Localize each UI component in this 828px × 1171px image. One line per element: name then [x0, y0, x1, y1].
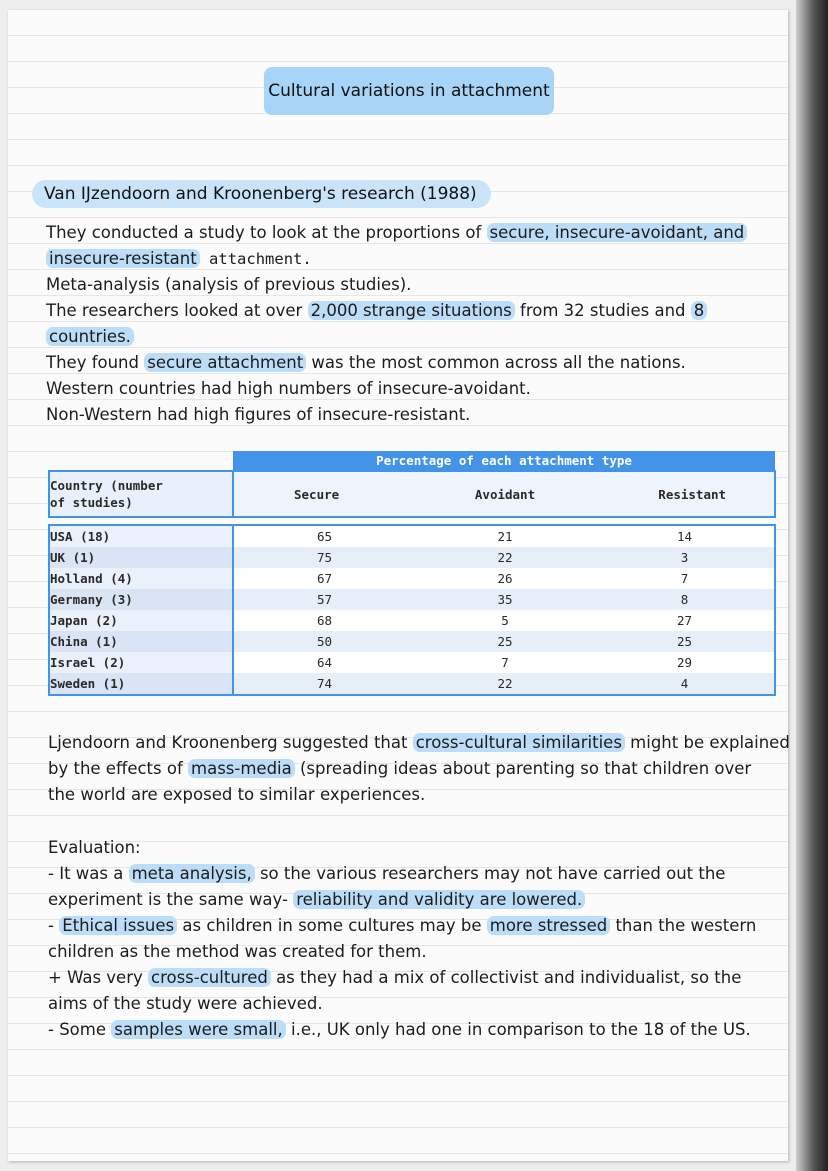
text: from 32 studies and [514, 301, 691, 320]
text: i.e., UK only had one in comparison to the 18 of the US. [285, 1020, 751, 1039]
evaluation-line [48, 913, 756, 939]
evaluation-section [48, 835, 756, 1043]
text: as they had a mix of collectivist and individualist, so the [270, 968, 742, 987]
secure-cell: 65 [233, 525, 415, 547]
intro-line [46, 246, 747, 272]
highlight: samples were small, [111, 1020, 286, 1039]
highlight: more stressed [487, 916, 610, 935]
text: than the western [610, 916, 757, 935]
spacer [415, 517, 595, 525]
text: + Was very [48, 968, 148, 987]
table-group-header: Percentage of each attachment type [233, 451, 775, 471]
intro-line [46, 350, 747, 376]
text: (spreading ideas about parenting so that children over [294, 759, 752, 778]
text: attachment. [199, 250, 312, 268]
evaluation-line [48, 965, 756, 991]
section-heading: Van IJzendoorn and Kroonenberg's research (1988) [32, 180, 491, 208]
resistant-column-header: Resistant [595, 471, 775, 517]
avoidant-cell: 25 [415, 631, 595, 652]
text: so the various researchers may not have carried out the [254, 864, 726, 883]
country-column-header [49, 471, 233, 517]
evaluation-title: Evaluation: [48, 838, 141, 857]
table-row [49, 652, 775, 673]
intro-line: Meta-analysis (analysis of previous studies). [46, 275, 412, 294]
text: Ljendoorn and Kroonenberg suggested that [48, 733, 413, 752]
table-corner [49, 451, 233, 471]
secure-cell: 74 [233, 673, 415, 695]
intro-line: Western countries had high numbers of insecure-avoidant. [46, 379, 531, 398]
text: of studies) [50, 495, 133, 510]
table-row [49, 525, 775, 547]
resistant-cell: 29 [595, 652, 775, 673]
highlight: countries. [46, 327, 134, 346]
intro-paragraph [46, 220, 747, 428]
suggestion-paragraph [48, 730, 790, 808]
country-cell: UK (1) [49, 547, 233, 568]
avoidant-cell: 21 [415, 525, 595, 547]
text: was the most common across all the nations. [306, 353, 686, 372]
resistant-cell: 27 [595, 610, 775, 631]
text: Country (number [50, 478, 163, 493]
country-cell: Holland (4) [49, 568, 233, 589]
text: by the effects of [48, 759, 189, 778]
highlight: meta analysis, [129, 864, 255, 883]
evaluation-line [48, 861, 756, 887]
highlight: Ethical issues [59, 916, 177, 935]
secure-column-header: Secure [233, 471, 415, 517]
suggestion-line [48, 756, 790, 782]
text: They conducted a study to look at the proportions of [46, 223, 487, 242]
suggestion-line: the world are exposed to similar experiences. [48, 785, 426, 804]
country-cell: China (1) [49, 631, 233, 652]
secure-cell: 64 [233, 652, 415, 673]
evaluation-line [48, 887, 756, 913]
country-cell: Israel (2) [49, 652, 233, 673]
avoidant-cell: 22 [415, 673, 595, 695]
highlight: mass-media [188, 759, 295, 778]
evaluation-line: children as the method was created for them. [48, 942, 427, 961]
evaluation-line: aims of the study were achieved. [48, 994, 323, 1013]
highlight: reliability and validity are lowered. [293, 890, 585, 909]
country-cell: USA (18) [49, 525, 233, 547]
table-row [49, 547, 775, 568]
highlight: secure attachment [144, 353, 306, 372]
avoidant-cell: 7 [415, 652, 595, 673]
resistant-cell: 14 [595, 525, 775, 547]
intro-line [46, 220, 747, 246]
table-row [49, 631, 775, 652]
avoidant-cell: 5 [415, 610, 595, 631]
secure-cell: 68 [233, 610, 415, 631]
highlight: 2,000 strange situations [308, 301, 515, 320]
text: might be explained [624, 733, 790, 752]
intro-line [46, 298, 747, 324]
spacer [49, 517, 233, 525]
highlight: insecure-resistant [46, 249, 200, 268]
text: - [48, 916, 60, 935]
page-edge-shadow [796, 0, 828, 1171]
table-row [49, 673, 775, 695]
highlight: secure, insecure-avoidant, and [487, 223, 748, 242]
resistant-cell: 3 [595, 547, 775, 568]
avoidant-cell: 35 [415, 589, 595, 610]
table-row [49, 610, 775, 631]
highlight: cross-cultural similarities [413, 733, 625, 752]
secure-cell: 75 [233, 547, 415, 568]
secure-cell: 50 [233, 631, 415, 652]
avoidant-cell: 22 [415, 547, 595, 568]
table-row [49, 589, 775, 610]
country-cell: Japan (2) [49, 610, 233, 631]
highlight: 8 [691, 301, 708, 320]
spacer [233, 517, 415, 525]
text: The researchers looked at over [46, 301, 308, 320]
text: They found [46, 353, 145, 372]
secure-cell: 57 [233, 589, 415, 610]
country-cell: Sweden (1) [49, 673, 233, 695]
avoidant-cell: 26 [415, 568, 595, 589]
resistant-cell: 8 [595, 589, 775, 610]
text: - It was a [48, 864, 129, 883]
resistant-cell: 25 [595, 631, 775, 652]
suggestion-line [48, 730, 790, 756]
evaluation-line [48, 1017, 756, 1043]
secure-cell: 67 [233, 568, 415, 589]
text: experiment is the same way- [48, 890, 294, 909]
resistant-cell: 7 [595, 568, 775, 589]
intro-line [46, 324, 747, 350]
attachment-table [48, 451, 776, 696]
text: - Some [48, 1020, 112, 1039]
text: as children in some cultures may be [177, 916, 487, 935]
avoidant-column-header: Avoidant [415, 471, 595, 517]
table-row [49, 568, 775, 589]
intro-line: Non-Western had high figures of insecure-resistant. [46, 405, 471, 424]
spacer [595, 517, 775, 525]
country-cell: Germany (3) [49, 589, 233, 610]
page-title: Cultural variations in attachment [264, 67, 554, 115]
highlight: cross-cultured [148, 968, 271, 987]
resistant-cell: 4 [595, 673, 775, 695]
